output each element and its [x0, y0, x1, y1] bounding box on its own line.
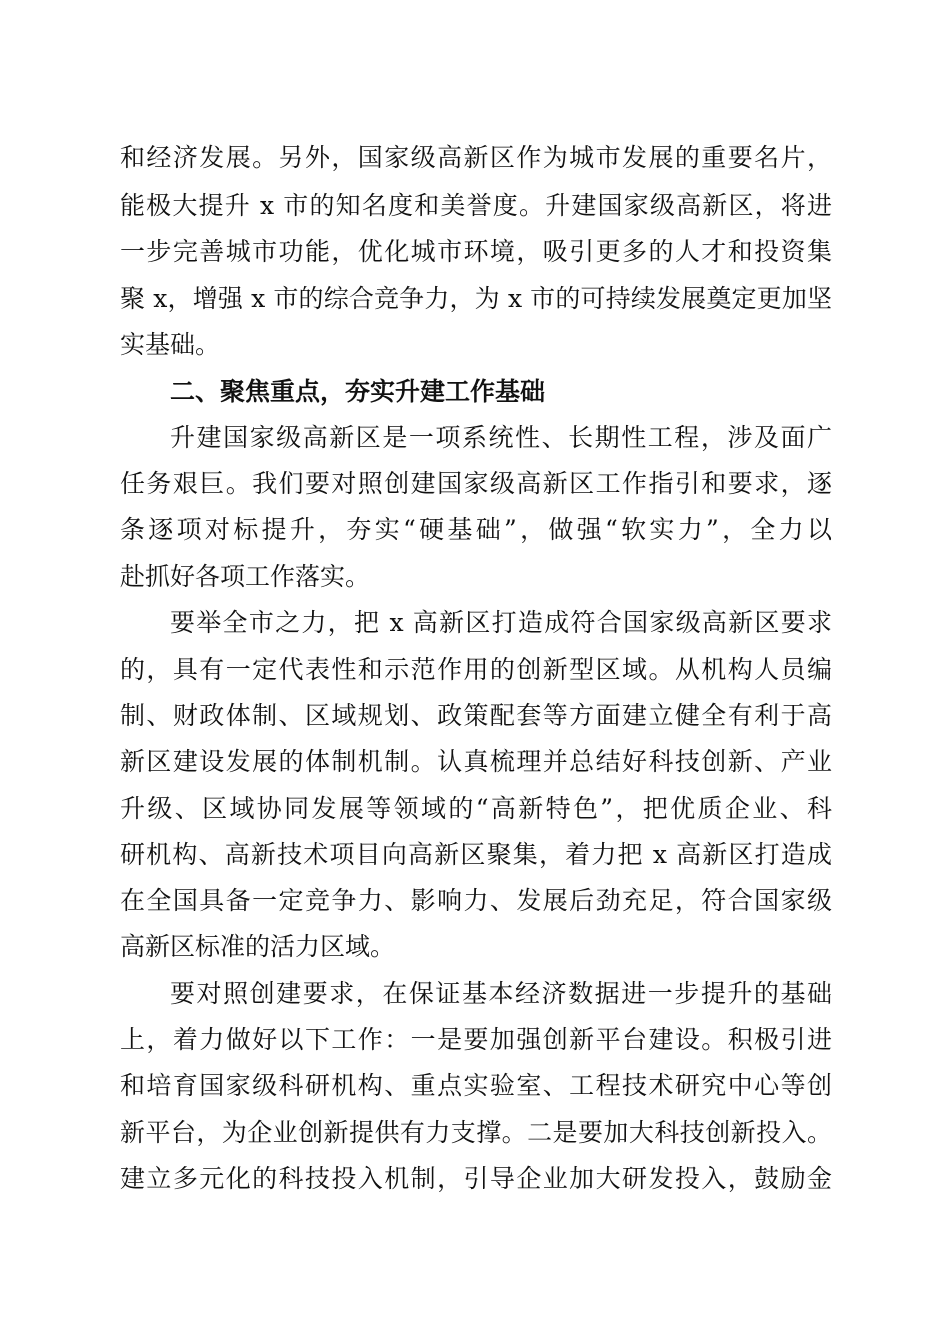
paragraph-line: 赴抓好各项工作落实。	[120, 562, 371, 591]
paragraph-line: 上，着力做好以下工作：一是要加强创新平台建设。积极引进	[120, 1025, 832, 1054]
paragraph-line: 升建国家级高新区是一项系统性、长期性工程，涉及面广	[170, 423, 832, 452]
paragraph-line: 制、财政体制、区域规划、政策配套等方面建立健全有利于高	[120, 701, 832, 730]
paragraph-line: 一步完善城市功能，优化城市环境，吸引更多的人才和投资集	[120, 237, 832, 266]
paragraph-line: 新区建设发展的体制机制。认真梳理并总结好科技创新、产业	[120, 747, 832, 776]
paragraph-line: 聚 x，增强 x 市的综合竞争力，为 x 市的可持续发展奠定更加坚	[120, 284, 832, 313]
paragraph-line: 升级、区域协同发展等领域的“高新特色”，把优质企业、科	[120, 794, 832, 823]
paragraph-line: 实基础。	[120, 330, 221, 359]
paragraph-line: 任务艰巨。我们要对照创建国家级高新区工作指引和要求，逐	[120, 469, 832, 498]
paragraph-line: 要举全市之力，把 x 高新区打造成符合国家级高新区要求	[170, 608, 832, 637]
paragraph-line: 建立多元化的科技投入机制，引导企业加大研发投入，鼓励金	[120, 1164, 832, 1193]
paragraph-line: 条逐项对标提升，夯实“硬基础”，做强“软实力”，全力以	[120, 515, 832, 544]
paragraph-line: 的，具有一定代表性和示范作用的创新型区域。从机构人员编	[120, 655, 832, 684]
paragraph-line: 和培育国家级科研机构、重点实验室、工程技术研究中心等创	[120, 1071, 832, 1100]
paragraph-line: 在全国具备一定竞争力、影响力、发展后劲充足，符合国家级	[120, 886, 832, 915]
paragraph-line: 研机构、高新技术项目向高新区聚集，着力把 x 高新区打造成	[120, 840, 832, 869]
paragraph-line: 新平台，为企业创新提供有力支撑。二是要加大科技创新投入。	[120, 1118, 832, 1147]
paragraph-line: 能极大提升 x 市的知名度和美誉度。升建国家级高新区，将进	[120, 191, 832, 220]
section-heading: 二、聚焦重点，夯实升建工作基础	[170, 377, 546, 406]
paragraph-line: 要对照创建要求，在保证基本经济数据进一步提升的基础	[170, 979, 832, 1008]
paragraph-line: 高新区标准的活力区域。	[120, 932, 396, 961]
paragraph-line: 和经济发展。另外，国家级高新区作为城市发展的重要名片，	[120, 143, 832, 172]
